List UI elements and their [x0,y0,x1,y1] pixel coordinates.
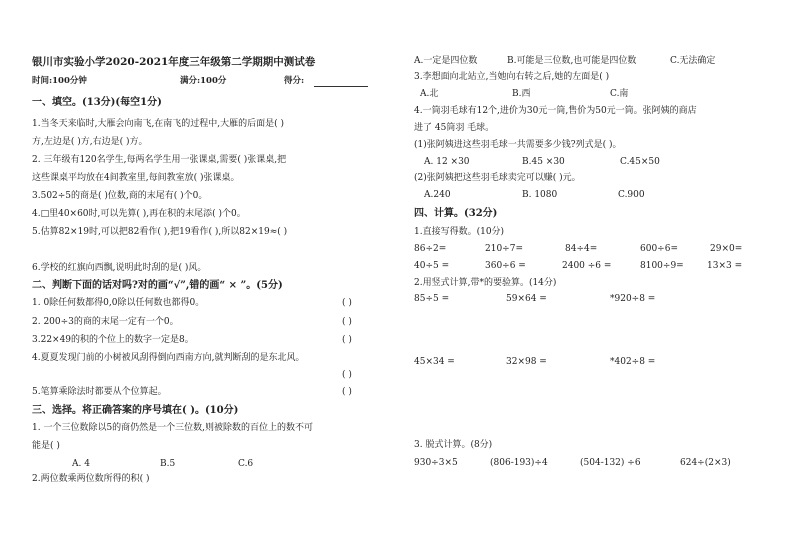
exam-full-score: 满分:100分 [180,76,227,86]
s2-item-4: 4.夏夏发现门前的小树被风刮得倒向西南方向,就判断刮的是东北风。 [32,353,305,363]
s3-q4-sub1: (1)张阿姨进这些羽毛球一共需要多少钱?列式是( )。 [414,140,622,150]
score-blank-line[interactable] [314,86,368,87]
section3-heading: 三、选择。将正确答案的序号填在( )。(10分) [32,405,239,416]
s3-q1-option-c[interactable]: C.6 [238,459,254,469]
s2-item-1-blank[interactable]: ( ) [342,298,352,308]
s1-q2-line1: 2. 三年级有120名学生,每两名学生用一张课桌,需要( )张课桌,把 [32,155,287,165]
vcalc-59x64: 59×64 = [506,294,547,304]
s3-q4-line1: 4.一筒羽毛球有12个,进价为30元一筒,售价为50元一筒。张阿姨的商店 [414,106,697,116]
section1-heading: 一、填空。(13分)(每空1分) [32,97,162,108]
calc-84div4: 84÷4= [565,244,598,254]
s1-q3: 3.502÷5的商是( )位数,商的末尾有( )个0。 [32,191,208,201]
s3-q4-sub1-option-a[interactable]: A. 12 ×30 [424,157,470,167]
s4-part3-heading: 3. 脱式计算。(8分) [414,440,493,450]
exam-time: 时间:100分钟 [32,76,87,86]
s2-item-1: 1. 0除任何数都得0,0除以任何数也都得0。 [32,298,205,308]
s4-part1-heading: 1.直接写得数。(10分) [414,227,505,237]
s3-q4-sub2-option-a[interactable]: A.240 [424,190,451,200]
s1-q5: 5.估算82×19时,可以把82看作( ),把19看作( ),所以82×19≈( ) [32,227,288,237]
calc-600div6: 600÷6= [640,244,678,254]
s3-q4-sub2-option-b[interactable]: B. 1080 [522,190,558,200]
step-calc-2: (806-193)÷4 [490,458,548,468]
vcalc-85div5: 85÷5 = [414,294,450,304]
calc-86div2: 86÷2= [414,244,447,254]
s2-item-2-blank[interactable]: ( ) [342,317,352,327]
s1-q4: 4.□里40×60时,可以先算( ),再在积的末尾添( )个0。 [32,209,246,219]
s3-q3: 3.李想面向北站立,当她向右转之后,她的左面是( ) [414,72,610,82]
section4-heading: 四、计算。(32分) [414,208,498,219]
s1-q1-line1: 1.当冬天来临时,大雁会向南飞,在南飞的过程中,大雁的后面是( ) [32,119,285,129]
s3-q4-line2: 进了 45筒羽 毛球。 [414,123,495,133]
s3-q2: 2.两位数乘两位数所得的积( ) [32,474,150,484]
s3-q3-option-b[interactable]: B.西 [512,89,531,99]
section2-heading: 二、判断下面的话对吗?对的画“√”,错的画“ × ”。(5分) [32,280,283,291]
s3-q4-sub2-option-c[interactable]: C.900 [618,190,645,200]
exam-title: 银川市实验小学2020-2021年度三年级第二学期期中测试卷 [32,56,316,68]
s2-item-5: 5.笔算乘除法时都要从个位算起。 [32,387,167,397]
s2-item-5-blank[interactable]: ( ) [342,387,352,397]
s1-q6: 6.学校的红旗向西飘,说明此时刮的是( )风。 [32,263,207,273]
s2-item-3-blank[interactable]: ( ) [342,335,352,345]
calc-210div7: 210÷7= [485,244,523,254]
s3-q3-option-c[interactable]: C.南 [610,89,629,99]
s2-item-3: 3.22×49的积的个位上的数字一定是8。 [32,335,194,345]
s3-q3-option-a[interactable]: A.北 [420,89,439,99]
calc-8100div9: 8100÷9= [640,261,684,271]
s2-item-2: 2. 200÷3的商的末尾一定有一个0。 [32,317,179,327]
s3-q1-option-b[interactable]: B.5 [160,459,176,469]
s3-q1-option-a[interactable]: A. 4 [72,459,90,469]
s3-q4-sub2: (2)张阿姨把这些羽毛球卖完可以赚( )元。 [414,173,581,183]
s3-q4-sub1-option-b[interactable]: B.45 ×30 [522,157,565,167]
s3-q2-option-c[interactable]: C.无法确定 [670,56,716,66]
s2-item-4-blank[interactable]: ( ) [342,370,352,380]
s3-q2-option-a[interactable]: A.一定是四位数 [414,56,478,66]
s3-q1-line2: 能是( ) [32,441,60,451]
s1-q2-line2: 这些课桌平均放在4间教室里,每间教室放( )张课桌。 [32,173,240,183]
calc-360div6: 360÷6 = [485,261,526,271]
calc-40div5: 40÷5 = [414,261,450,271]
calc-2400div6: 2400 ÷6 = [562,261,612,271]
vcalc-402div8: *402÷8 = [610,357,656,367]
step-calc-1: 930÷3×5 [414,458,458,468]
exam-score-label: 得分: [284,76,305,86]
s1-q1-line2: 方,左边是( )方,右边是( )方。 [32,137,148,147]
step-calc-4: 624÷(2×3) [680,458,731,468]
calc-29x0: 29×0= [710,244,743,254]
vcalc-32x98: 32×98 = [506,357,547,367]
s4-part2-heading: 2.用竖式计算,带*的要验算。(14分) [414,278,557,288]
vcalc-920div8: *920÷8 = [610,294,656,304]
step-calc-3: (504-132) ÷6 [580,458,641,468]
vcalc-45x34: 45×34 = [414,357,455,367]
s3-q2-option-b[interactable]: B.可能是三位数,也可能是四位数 [507,56,637,66]
s3-q1-line1: 1. 一个三位数除以5的商仍然是一个三位数,则被除数的百位上的数不可 [32,423,314,433]
calc-13x3: 13×3 = [707,261,743,271]
s3-q4-sub1-option-c[interactable]: C.45×50 [620,157,660,167]
